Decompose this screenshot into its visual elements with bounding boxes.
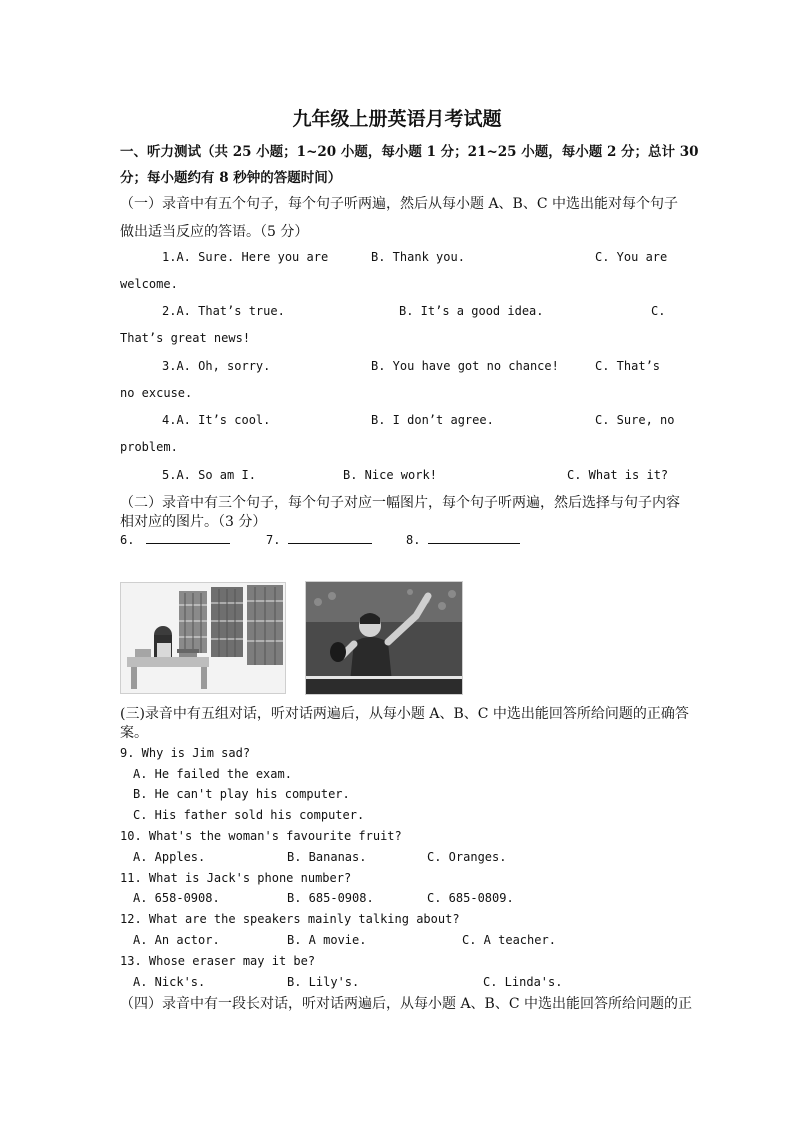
blank-7 [266,531,372,547]
q2-option-c-continued: That’s great news! [120,331,251,345]
q13-option-c: C. Linda's. [483,975,563,989]
q10-option-b: B. Bananas. [287,850,367,864]
blank-8-line [428,531,520,544]
part3-instruction-line1: (三)录音中有五组对话，听对话两遍后，从每小题 A、B、C 中选出能回答所给问题的正确答 [120,706,689,722]
q3-option-c: C. That’s [595,359,661,373]
q11-option-b: B. 685-0908. [287,891,374,905]
q4-option-c-continued: problem. [120,440,178,454]
q12-option-b: B. A movie. [287,933,367,947]
q3-option-b: B. You have got no chance! [371,359,559,373]
q4-option-b: B. I don’t agree. [371,413,494,427]
blank-7-line [288,531,372,544]
q13-option-a: A. Nick's. [133,975,206,989]
part2-instruction-line1: （二）录音中有三个句子，每个句子对应一幅图片，每个句子听两遍，然后选择与句子内容 [120,495,680,511]
q1-option-b: B. Thank you. [371,250,465,264]
q9-option-b: B. He can't play his computer. [133,787,350,801]
q1-option-c-continued: welcome. [120,277,178,291]
library-study-picture [120,582,286,694]
part4-instruction-line1: （四）录音中有一段长对话，听对话两遍后，从每小题 A、B、C 中选出能回答所给问题的正 [120,996,693,1012]
q12-question: 12. What are the speakers mainly talking about? [120,912,460,926]
q10-option-c: C. Oranges. [427,850,507,864]
q13-option-b: B. Lily's. [287,975,360,989]
q2-option-a: 2.A. That’s true. [162,304,285,318]
q9-option-a: A. He failed the exam. [133,767,292,781]
q9-question: 9. Why is Jim sad? [120,746,251,760]
q12-option-c: C. A teacher. [462,933,556,947]
part1-instruction-line2: 做出适当反应的答语。（5 分） [120,224,309,240]
q11-option-a: A. 658-0908. [133,891,220,905]
table-tennis-photo [306,582,462,694]
q9-option-c: C. His father sold his computer. [133,808,365,822]
q3-option-a: 3.A. Oh, sorry. [162,359,271,373]
blank-6 [120,531,230,547]
q3-option-c-continued: no excuse. [120,386,193,400]
q5-option-b: B. Nice work! [343,468,437,482]
q4-option-c: C. Sure, no [595,413,675,427]
blank-6-number: 6. [120,533,135,547]
q10-option-a: A. Apples. [133,850,206,864]
q10-question: 10. What's the woman's favourite fruit? [120,829,402,843]
part2-instruction-line2: 相对应的图片。（3 分） [120,514,267,530]
q4-option-a: 4.A. It’s cool. [162,413,271,427]
q5-option-c: C. What is it? [567,468,669,482]
q5-option-a: 5.A. So am I. [162,468,256,482]
q1-option-c: C. You are [595,250,668,264]
q2-option-c: C. [651,304,666,318]
section1-heading-line1: 一、听力测试（共 25 小题；1~20 小题，每小题 1 分；21~25 小题，每小题 2 分；总计 30 [120,144,699,160]
blank-6-line [146,531,230,544]
q12-option-a: A. An actor. [133,933,220,947]
blank-8 [406,531,520,547]
q11-question: 11. What is Jack's phone number? [120,871,352,885]
page-title: 九年级上册英语月考试题 [292,108,502,130]
q2-option-b: B. It’s a good idea. [399,304,544,318]
q11-option-c: C. 685-0809. [427,891,514,905]
section1-heading-line2: 分；每小题约有 8 秒钟的答题时间） [120,170,342,186]
blank-7-number: 7. [266,533,281,547]
table-tennis-player-picture [305,581,463,695]
library-study-sketch [121,583,285,693]
blank-8-number: 8. [406,533,421,547]
q13-question: 13. Whose eraser may it be? [120,954,316,968]
part3-instruction-line2: 案。 [120,725,148,741]
q1-option-a: 1.A. Sure. Here you are [162,250,329,264]
part1-instruction-line1: （一）录音中有五个句子，每个句子听两遍，然后从每小题 A、B、C 中选出能对每个句子 [120,196,679,212]
